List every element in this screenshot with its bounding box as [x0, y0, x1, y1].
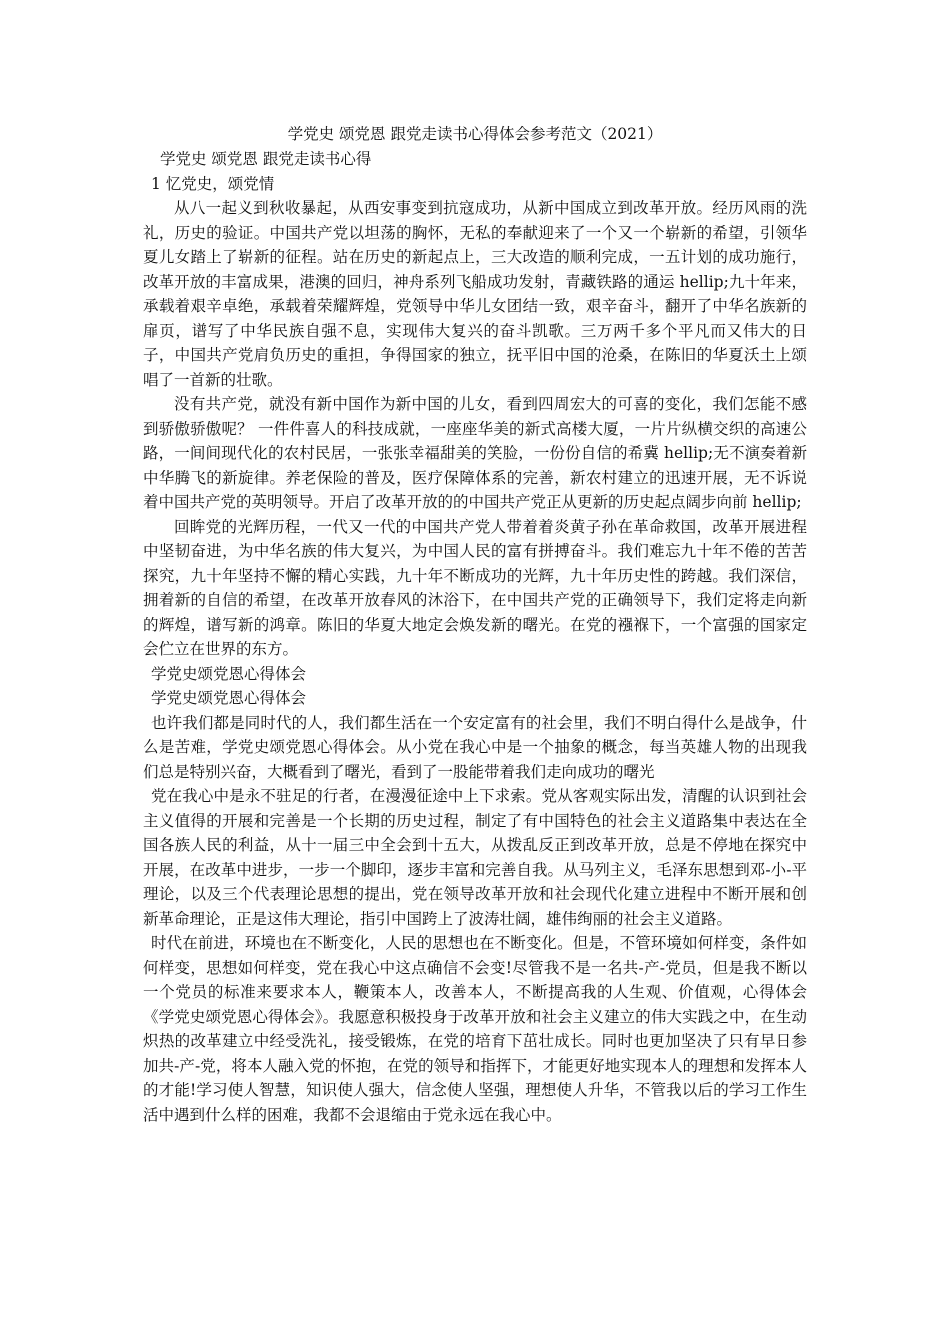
- subsection-heading: 1 忆党史，颂党情: [151, 174, 275, 193]
- section-heading: 学党史颂党恩心得体会: [151, 664, 307, 683]
- paragraph: 没有共产党，就没有新中国作为新中国的儿女，看到四周宏大的可喜的变化，我们怎能不感到骄傲骄傲呢？ 一件件喜人的科技成就，一座座华美的新式高楼大厦，一片片纵横交织的高速公路，一间间现代化的农村民居，一张张幸福甜美的笑脸，一份份自信的希冀 hellip;无不演奏着新中华腾飞的新旋律。养老保险的普及，医疗保障体系的完善，新农村建立的迅速开展，无不诉说着中国共产党的英明领导。开启了改革开放的的中国共产党正从更新的历史起点阔步向前 hellip;: [143, 395, 807, 511]
- section-heading: 学党史颂党恩心得体会: [151, 689, 307, 707]
- paragraph: 也许我们都是同时代的人，我们都生活在一个安定富有的社会里，我们不明白得什么是战争，什么是苦难，学党史颂党恩心得体会。从小党在我心中是一个抽象的概念，每当英雄人物的出现我们总是特别兴奋，大概看到了曙光，看到了一股能带着我们走向成功的曙光: [143, 713, 807, 781]
- paragraph: 党在我心中是永不驻足的行者，在漫漫征途中上下求索。党从客观实际出发，清醒的认识到社会主义值得的开展和完善是一个长期的历史过程，制定了有中国特色的社会主义道路集中表达在全国各族人民的利益，从十一届三中全会到十五大，从拨乱反正到改革开放，总是不停地在探究中开展，在改革中进步，一步一个脚印，逐步丰富和完善自我。从马列主义，毛泽东思想到邓-小-平理论，以及三个代表理论思想的提出，党在领导改革开放和社会现代化建立进程中不断开展和创新革命理论，正是这伟大理论，指引中国跨上了波涛壮阔，雄伟绚丽的社会主义道路。: [143, 787, 807, 928]
- document-title: 学党史 颂党恩 跟党走读书心得体会参考范文（2021）: [287, 125, 663, 143]
- paragraph: 回眸党的光辉历程，一代又一代的中国共产党人带着着炎黄子孙在革命救国，改革开展进程中坚韧奋进，为中华名族的伟大复兴，为中国人民的富有拼搏奋斗。我们难忘九十年不倦的苦苦探究，九十年坚持不懈的精心实践，九十年不断成功的光辉，九十年历史性的跨越。我们深信，拥着新的自信的希望，在改革开放春风的沐浴下，在中国共产党的正确领导下，我们定将走向新的辉煌，谱写新的鸿章。陈旧的华夏大地定会焕发新的曙光。在党的襁褓下，一个富强的国家定会伫立在世界的东方。: [143, 517, 807, 658]
- paragraph: 时代在前进，环境也在不断变化，人民的思想也在不断变化。但是，不管环境如何样变，条件如何样变，思想如何样变，党在我心中这点确信不会变!尽管我不是一名共-产-党员，但是我不断以一个党员的标准来要求本人，鞭策本人，改善本人，不断提高我的人生观、价值观，心得体会《学党史颂党恩心得体会》。我愿意积极投身于改革开放和社会主义建立的伟大实践之中，在生动炽热的改革建立中经受洗礼，接受锻炼，在党的培育下茁壮成长。同时也更加坚决了只有早日参加共-产-党，将本人融入党的怀抱，在党的领导和指挥下，才能更好地实现本人的理想和发挥本人的才能!学习使人智慧，知识使人强大，信念使人坚强，理想使人升华，不管我以后的学习工作生活中遇到什么样的困难，我都不会退缩由于党永远在我心中。: [143, 934, 807, 1124]
- document-body: [143, 147, 807, 1127]
- section-heading: 学党史 颂党恩 跟党走读书心得: [160, 150, 372, 168]
- paragraph: 从八一起义到秋收暴起，从西安事变到抗寇成功，从新中国成立到改革开放。经历风雨的洗礼，历史的验证。中国共产党以坦荡的胸怀，无私的奉献迎来了一个又一个崭新的希望，引领华夏儿女踏上了崭新的征程。站在历史的新起点上，三大改造的顺利完成，一五计划的成功施行，改革开放的丰富成果，港澳的回归，神舟系列飞船成功发射，青藏铁路的通运 hellip;九十年来，承载着艰辛卓绝，承载着荣耀辉煌，党领导中华儿女团结一致，艰辛奋斗，翻开了中华名族新的扉页，谱写了中华民族自强不息，实现伟大复兴的奋斗凯歌。三万两千多个平凡而又伟大的日子，中国共产党肩负历史的重担，争得国家的独立，抚平旧中国的沧桑，在陈旧的华夏沃土上颂唱了一首新的壮歌。: [143, 199, 807, 389]
